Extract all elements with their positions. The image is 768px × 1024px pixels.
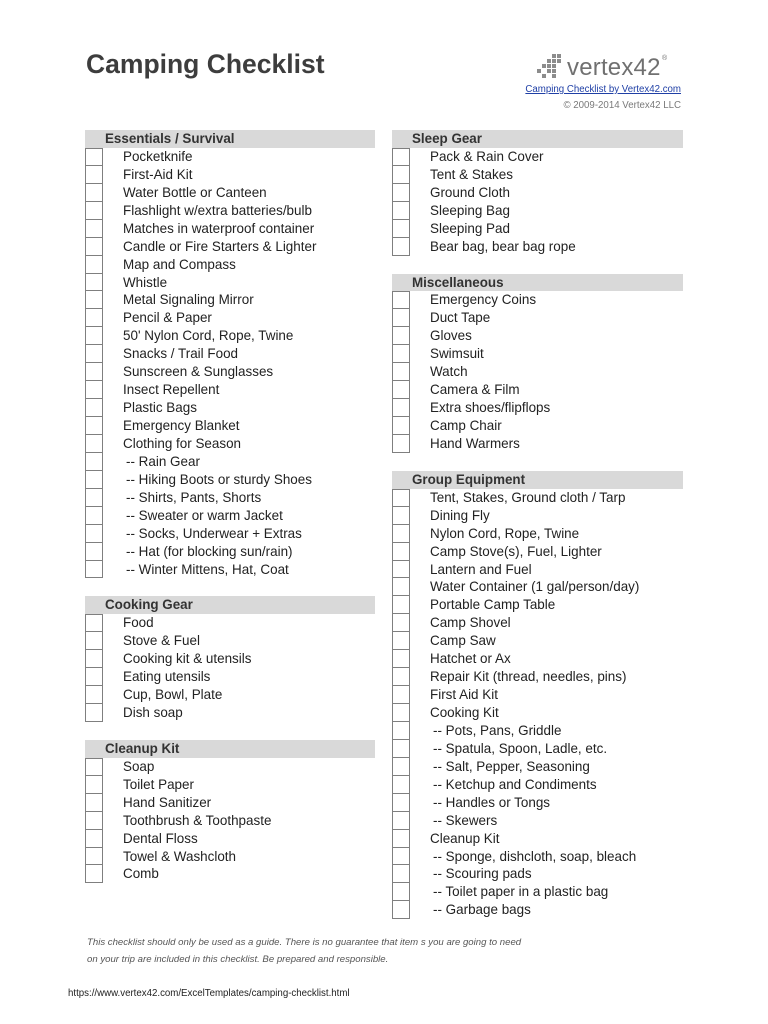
checkbox[interactable] (85, 704, 103, 722)
section-header: Group Equipment (392, 471, 683, 489)
item-label: Water Bottle or Canteen (123, 184, 267, 200)
checklist-item (392, 578, 683, 596)
item-label: Candle or Fire Starters & Lighter (123, 238, 317, 254)
item-label: Hand Sanitizer (123, 794, 212, 810)
checklist-item (392, 901, 683, 919)
item-label: Tent, Stakes, Ground cloth / Tarp (430, 489, 626, 505)
item-label: -- Toilet paper in a plastic bag (433, 884, 609, 900)
checklist-item (392, 561, 683, 579)
checklist-item (85, 830, 375, 848)
checkbox[interactable] (392, 704, 410, 722)
checkbox[interactable] (392, 399, 410, 417)
checklist-item (392, 363, 683, 381)
checkbox[interactable] (392, 525, 410, 543)
page-url: https://www.vertex42.com/ExcelTemplates/camping-checklist.html (68, 988, 350, 999)
checklist-item (392, 848, 683, 866)
checkbox[interactable] (85, 399, 103, 417)
item-label: Towel & Washcloth (123, 848, 237, 864)
checkbox[interactable] (392, 489, 410, 507)
checkbox[interactable] (392, 238, 410, 256)
checklist-item (85, 256, 375, 274)
checkbox[interactable] (392, 812, 410, 830)
section-header: Cleanup Kit (85, 740, 375, 758)
checklist-item (392, 668, 683, 686)
item-label: Extra shoes/flipflops (430, 400, 551, 416)
item-label: Pack & Rain Cover (430, 148, 544, 164)
checklist-section (392, 471, 683, 919)
item-label: Gloves (430, 328, 472, 344)
checkbox[interactable] (392, 686, 410, 704)
checkbox[interactable] (392, 184, 410, 202)
item-label: -- Shirts, Pants, Shorts (126, 489, 262, 505)
checklist-item (392, 435, 683, 453)
checklist-item (392, 794, 683, 812)
checklist-item (85, 166, 375, 184)
checklist-section (85, 596, 375, 722)
checkbox[interactable] (85, 381, 103, 399)
checkbox[interactable] (85, 345, 103, 363)
checkbox[interactable] (392, 901, 410, 919)
checklist-item (85, 202, 375, 220)
checkbox[interactable] (85, 417, 103, 435)
checkbox[interactable] (85, 184, 103, 202)
checklist-items (85, 614, 375, 722)
checkbox[interactable] (85, 148, 103, 166)
checklist-item (85, 865, 375, 883)
section-header: Miscellaneous (392, 274, 683, 292)
checkbox[interactable] (392, 650, 410, 668)
item-label: -- Salt, Pepper, Seasoning (433, 758, 590, 774)
checklist-item (85, 471, 375, 489)
checklist-item (85, 525, 375, 543)
checklist-item (392, 704, 683, 722)
item-label: Nylon Cord, Rope, Twine (430, 525, 580, 541)
item-label: Camp Stove(s), Fuel, Lighter (430, 543, 602, 559)
checklist-item (392, 238, 683, 256)
checklist-item (85, 632, 375, 650)
item-label: Dental Floss (123, 830, 198, 846)
item-label: Emergency Blanket (123, 418, 240, 433)
item-label: Swimsuit (430, 346, 484, 362)
checkbox[interactable] (85, 668, 103, 686)
checklist-item (85, 812, 375, 830)
checklist-item (85, 686, 375, 704)
item-label: Soap (123, 758, 155, 774)
checkbox[interactable] (392, 363, 410, 381)
checkbox[interactable] (392, 417, 410, 435)
checklist-items (392, 148, 683, 256)
checklist-item (392, 650, 683, 668)
checklist-item (85, 291, 375, 309)
checkbox[interactable] (85, 256, 103, 274)
page-title: Camping Checklist (86, 49, 325, 79)
item-label: Camp Saw (430, 633, 496, 649)
item-label: -- Rain Gear (126, 453, 200, 469)
checkbox[interactable] (392, 166, 410, 184)
checklist-section (85, 740, 375, 884)
checklist-item (392, 632, 683, 650)
checkbox[interactable] (85, 166, 103, 184)
item-label: Dish soap (123, 705, 183, 720)
item-label: Sleeping Pad (430, 220, 510, 236)
checkbox[interactable] (392, 435, 410, 453)
item-label: Camp Shovel (430, 615, 511, 631)
item-label: Stove & Fuel (123, 633, 200, 649)
item-label: Camp Chair (430, 418, 502, 433)
checkbox[interactable] (85, 453, 103, 471)
checklist-item (392, 489, 683, 507)
checkbox[interactable] (85, 525, 103, 543)
checkbox[interactable] (85, 794, 103, 812)
checklist-item (392, 596, 683, 614)
checkbox[interactable] (85, 309, 103, 327)
item-label: Cooking kit & utensils (123, 651, 252, 667)
checklist-item (85, 543, 375, 561)
checklist-item (85, 184, 375, 202)
item-label: Tent & Stakes (430, 166, 513, 182)
checkbox[interactable] (392, 543, 410, 561)
checklist-items (392, 291, 683, 452)
item-label: -- Pots, Pans, Griddle (433, 722, 562, 738)
disclaimer (87, 934, 521, 968)
item-label: Snacks / Trail Food (123, 346, 239, 362)
checkbox[interactable] (392, 668, 410, 686)
item-label: Repair Kit (thread, needles, pins) (430, 669, 627, 685)
checklist-section (85, 130, 375, 578)
checklist-item (85, 489, 375, 507)
checkbox[interactable] (392, 883, 410, 901)
checkbox[interactable] (85, 489, 103, 507)
checkbox[interactable] (85, 543, 103, 561)
checklist-item (85, 148, 375, 166)
checkbox[interactable] (392, 830, 410, 848)
checkbox[interactable] (392, 327, 410, 345)
checkbox[interactable] (85, 471, 103, 489)
checkbox[interactable] (85, 220, 103, 238)
item-label: 50' Nylon Cord, Rope, Twine (123, 328, 294, 344)
item-label: Pocketknife (123, 148, 193, 164)
checkbox[interactable] (85, 776, 103, 794)
checkbox[interactable] (392, 309, 410, 327)
checkbox[interactable] (392, 776, 410, 794)
checkbox[interactable] (392, 507, 410, 525)
checkbox[interactable] (85, 238, 103, 256)
vertex42-link[interactable]: Camping Checklist by Vertex42.com (525, 84, 681, 95)
checklist-item (85, 704, 375, 722)
item-label: Cup, Bowl, Plate (123, 687, 223, 703)
checklist-items (85, 758, 375, 884)
checklist-item (392, 345, 683, 363)
checklist-section (392, 130, 683, 256)
item-label: Watch (430, 364, 468, 380)
checklist-item (392, 148, 683, 166)
checklist-item (392, 507, 683, 525)
item-label: Metal Signaling Mirror (123, 292, 254, 308)
item-label: Comb (123, 866, 159, 882)
checklist-item (85, 345, 375, 363)
checklist-item (392, 525, 683, 543)
checklist-item (392, 309, 683, 327)
checklist-item (392, 381, 683, 399)
checkbox[interactable] (85, 202, 103, 220)
item-label: -- Scouring pads (433, 866, 532, 882)
item-label: Lantern and Fuel (430, 561, 532, 577)
checkbox[interactable] (392, 865, 410, 883)
item-label: -- Handles or Tongs (433, 794, 551, 810)
checklist-item (392, 327, 683, 345)
checkbox[interactable] (392, 614, 410, 632)
item-label: -- Sweater or warm Jacket (126, 507, 283, 523)
item-label: Eating utensils (123, 669, 211, 685)
checklist-item (85, 758, 375, 776)
checklist-item (85, 363, 375, 381)
checklist-item (85, 668, 375, 686)
checklist-item (85, 238, 375, 256)
section-header: Cooking Gear (85, 596, 375, 614)
checklist-item (392, 202, 683, 220)
checkbox[interactable] (392, 202, 410, 220)
checklist-item (392, 184, 683, 202)
checkbox[interactable] (392, 758, 410, 776)
checklist-item (392, 220, 683, 238)
checklist-item (85, 507, 375, 525)
checklist-item (85, 399, 375, 417)
section-header: Sleep Gear (392, 130, 683, 148)
item-label: Emergency Coins (430, 292, 537, 308)
item-label: Toothbrush & Toothpaste (123, 812, 272, 828)
checkbox[interactable] (85, 632, 103, 650)
checklist-item (85, 561, 375, 579)
item-label: -- Skewers (433, 812, 498, 828)
checkbox[interactable] (392, 794, 410, 812)
checklist-item (392, 758, 683, 776)
checkbox[interactable] (85, 291, 103, 309)
checkbox[interactable] (392, 578, 410, 596)
item-label: Bear bag, bear bag rope (430, 238, 576, 254)
checklist-item (392, 614, 683, 632)
item-label: Insect Repellent (123, 382, 220, 398)
item-label: Flashlight w/extra batteries/bulb (123, 202, 312, 218)
checklist-item (392, 399, 683, 417)
item-label: Ground Cloth (430, 184, 510, 200)
item-label: -- Winter Mittens, Hat, Coat (126, 561, 289, 577)
checklist-item (85, 381, 375, 399)
checklist-item (392, 166, 683, 184)
checkbox[interactable] (85, 363, 103, 381)
checklist-item (392, 686, 683, 704)
item-label: -- Garbage bags (433, 902, 531, 918)
checklist-item (85, 220, 375, 238)
item-label: Dining Fly (430, 507, 490, 523)
item-label: Portable Camp Table (430, 597, 556, 613)
logo-wordmark: vertex42 (567, 54, 661, 81)
item-label: First Aid Kit (430, 687, 498, 703)
checklist-item (392, 830, 683, 848)
item-label: -- Hiking Boots or sturdy Shoes (126, 471, 312, 487)
checklist-item (85, 453, 375, 471)
checklist-item (85, 794, 375, 812)
item-label: Sunscreen & Sunglasses (123, 364, 274, 380)
item-label: Toilet Paper (123, 776, 194, 792)
checkbox[interactable] (85, 848, 103, 866)
disclaimer-line: on your trip are included in this checklist. Be prepared and responsible. (87, 954, 389, 965)
checklist-item (85, 274, 375, 292)
item-label: -- Hat (for blocking sun/rain) (126, 543, 293, 559)
checkbox[interactable] (85, 686, 103, 704)
checkbox[interactable] (392, 596, 410, 614)
item-label: Cooking Kit (430, 705, 499, 720)
section-header: Essentials / Survival (85, 130, 375, 148)
item-label: Cleanup Kit (430, 830, 500, 846)
item-label: Plastic Bags (123, 400, 197, 416)
checkbox[interactable] (392, 740, 410, 758)
checkbox[interactable] (85, 561, 103, 579)
checkbox[interactable] (392, 381, 410, 399)
copyright-notice: © 2009-2014 Vertex42 LLC (563, 100, 681, 111)
checkbox[interactable] (85, 650, 103, 668)
checklist-item (392, 812, 683, 830)
checkbox[interactable] (85, 614, 103, 632)
checklist-item (85, 435, 375, 453)
checklist-item (392, 417, 683, 435)
checkbox[interactable] (85, 507, 103, 525)
item-label: Food (123, 615, 154, 631)
checklist-items (392, 489, 683, 920)
checklist-items (85, 148, 375, 579)
item-label: Clothing for Season (123, 435, 242, 451)
checklist-item (392, 543, 683, 561)
checkbox[interactable] (85, 435, 103, 453)
checkbox[interactable] (392, 722, 410, 740)
item-label: Hatchet or Ax (430, 651, 511, 667)
checklist-item (85, 650, 375, 668)
item-label: Camera & Film (430, 382, 520, 398)
item-label: -- Socks, Underwear + Extras (126, 525, 302, 541)
checkbox[interactable] (85, 274, 103, 292)
item-label: Sleeping Bag (430, 202, 510, 218)
item-label: Pencil & Paper (123, 310, 212, 326)
registered-mark: ® (662, 55, 668, 62)
checklist-item (392, 740, 683, 758)
checklist-item (392, 291, 683, 309)
disclaimer-line: This checklist should only be used as a guide. There is no guarantee that item s you are going to need (87, 937, 522, 948)
checklist-item (85, 417, 375, 435)
item-label: Water Container (1 gal/person/day) (430, 579, 640, 595)
item-label: Whistle (123, 274, 168, 290)
vertex42-logo-icon (537, 53, 563, 79)
checkbox[interactable] (392, 632, 410, 650)
checkbox[interactable] (85, 327, 103, 345)
item-label: -- Spatula, Spoon, Ladle, etc. (433, 740, 608, 756)
checklist-item (392, 776, 683, 794)
checklist-item (85, 309, 375, 327)
item-label: Duct Tape (430, 310, 491, 326)
checkbox[interactable] (85, 812, 103, 830)
checkbox[interactable] (85, 830, 103, 848)
checklist-item (85, 327, 375, 345)
checklist-item (392, 865, 683, 883)
checklist-section (392, 274, 683, 453)
checkbox[interactable] (85, 865, 103, 883)
checkbox[interactable] (392, 345, 410, 363)
left-column (85, 130, 375, 901)
checkbox[interactable] (392, 561, 410, 579)
checklist-item (392, 883, 683, 901)
item-label: Matches in waterproof container (123, 220, 315, 236)
checkbox[interactable] (85, 758, 103, 776)
item-label: -- Ketchup and Condiments (433, 776, 597, 792)
item-label: -- Sponge, dishcloth, soap, bleach (433, 848, 637, 864)
checklist-item (85, 848, 375, 866)
checklist-item (85, 776, 375, 794)
checkbox[interactable] (392, 148, 410, 166)
checkbox[interactable] (392, 291, 410, 309)
item-label: Map and Compass (123, 256, 236, 272)
item-label: Hand Warmers (430, 435, 520, 451)
checkbox[interactable] (392, 848, 410, 866)
item-label: First-Aid Kit (123, 166, 193, 182)
checklist-item (392, 722, 683, 740)
checklist-item (85, 614, 375, 632)
checkbox[interactable] (392, 220, 410, 238)
right-column (392, 130, 683, 937)
